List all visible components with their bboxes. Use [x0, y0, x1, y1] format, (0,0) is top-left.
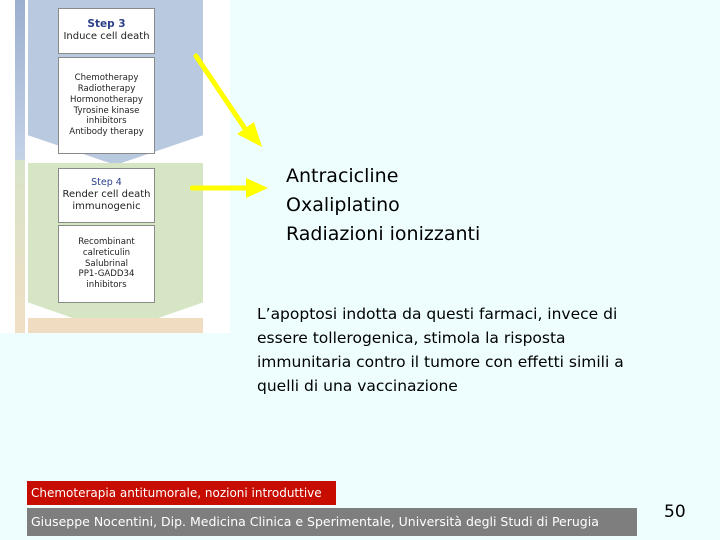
figure-side-stripe	[15, 160, 25, 333]
drug-list	[286, 162, 480, 249]
step4-title: Step 4	[91, 177, 122, 189]
step3-subtitle: Induce cell death	[63, 31, 150, 43]
agent-item: inhibitors	[86, 280, 127, 291]
step4-subtitle-line2: immunogenic	[72, 201, 141, 213]
therapy-item: inhibitors	[86, 116, 127, 127]
therapy-item: Radiotherapy	[77, 84, 136, 95]
course-title-label: Chemoterapia antitumorale, nozioni introduttive	[27, 481, 336, 505]
page-number: 50	[664, 502, 686, 522]
figure-side-stripe	[15, 0, 25, 160]
drug-item: Antracicline	[286, 165, 399, 187]
therapy-item: Chemotherapy	[74, 73, 139, 84]
step4-header-card	[58, 168, 155, 223]
therapy-item: Antibody therapy	[69, 126, 144, 137]
drug-item: Radiazioni ionizzanti	[286, 223, 481, 245]
therapy-item: Tyrosine kinase	[73, 105, 140, 116]
drug-item: Oxaliplatino	[286, 194, 400, 216]
agent-item: PP1-GADD34	[78, 269, 135, 280]
explanation-text: L’apoptosi indotta da questi farmaci, invece di essere tollerogenica, stimola la risposta immunitaria contro il tumore con effetti simili a quelli di una vaccinazione	[257, 305, 624, 395]
step3-title: Step 3	[87, 18, 126, 31]
agent-item: Recombinant	[78, 237, 135, 248]
step3-header-card	[58, 8, 155, 54]
next-step-chevron	[28, 318, 203, 333]
therapy-item: Hormonotherapy	[70, 94, 143, 105]
diagonal-arrow-icon	[190, 50, 270, 150]
agent-item: Salubrinal	[84, 258, 129, 269]
step3-therapy-card	[58, 57, 155, 154]
step4-agent-card	[58, 225, 155, 303]
right-arrow-icon	[190, 176, 270, 200]
agent-item: calreticulin	[82, 247, 131, 258]
step4-subtitle-line1: Render cell death	[62, 188, 151, 200]
author-footer: Giuseppe Nocentini, Dip. Medicina Clinica e Sperimentale, Università degli Studi di Perugia	[27, 508, 637, 536]
